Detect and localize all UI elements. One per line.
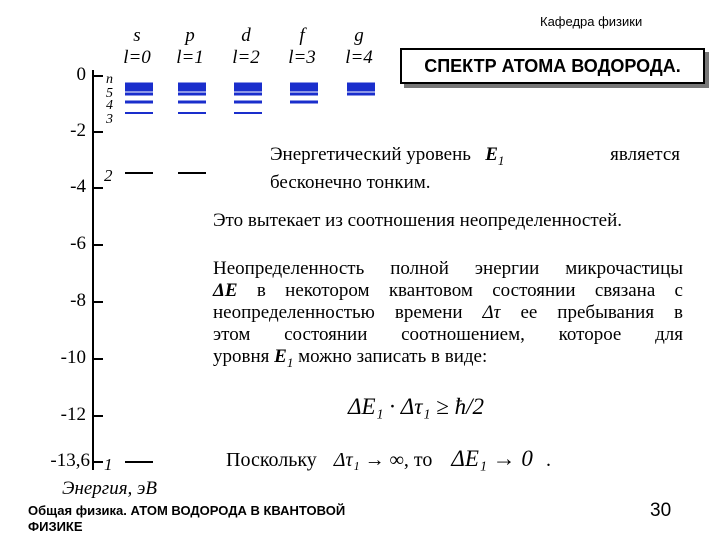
line-3: [213, 302, 683, 324]
paragraph-uncertainty-origin: Это вытекает из соотношения неопределенностей.: [213, 210, 623, 231]
orbital-quantum-number: l=2: [232, 47, 260, 68]
paragraph-thin-level: [270, 144, 680, 194]
delta-tau-symbol: Δτ: [482, 302, 501, 323]
principal-number-label: 3: [106, 112, 113, 127]
thin-level-tail: является: [610, 144, 680, 165]
orbital-header: [329, 25, 389, 69]
energy-axis-label: Энергия, эВ: [62, 478, 158, 499]
energy-subscript: 1: [497, 152, 505, 168]
level-e-subscript: 1: [286, 354, 294, 370]
orbital-header: [107, 25, 167, 69]
line-3-tail: ее пребывания в: [520, 302, 684, 323]
principal-number-label: 4: [106, 98, 113, 113]
principal-number-label: 2: [104, 166, 113, 185]
orbital-quantum-number: l=4: [345, 47, 373, 68]
principal-number-label: 5: [106, 86, 113, 101]
uncertainty-formula: ΔE₁ · Δτ₁ ≥ ħ/2: [348, 394, 485, 419]
level-e-symbol: E: [274, 346, 287, 367]
line-1: Неопределенность полной энергии микрочастицы: [213, 258, 683, 279]
orbital-letter: p: [185, 25, 195, 46]
energy-symbol: E: [485, 144, 498, 165]
thin-level-text: Энергетический уровень: [270, 144, 471, 165]
axis-tick-label: 0: [76, 64, 86, 85]
department-label: Кафедра физики: [540, 14, 643, 29]
title-box: [400, 48, 705, 84]
line-5-text: уровня: [213, 346, 270, 367]
page-number: 30: [650, 500, 672, 521]
orbital-quantum-number: l=1: [176, 47, 204, 68]
axis-tick-label: -13,6: [50, 450, 90, 471]
orbital-quantum-number: l=3: [288, 47, 316, 68]
line-5-tail: можно записать в виде:: [298, 346, 488, 367]
orbital-header: [272, 25, 332, 69]
line-3-text: неопределенностью времени: [213, 302, 463, 323]
orbital-letter: s: [133, 25, 141, 46]
since-line: [226, 446, 551, 472]
orbital-letter: d: [241, 25, 251, 46]
thin-level-line2: бесконечно тонким.: [270, 171, 431, 193]
principal-number-label: 1: [104, 455, 113, 474]
axis-tick-label: -12: [60, 404, 86, 425]
orbital-header: [160, 25, 220, 69]
axis-tick-label: -2: [70, 120, 86, 141]
orbital-letter: f: [299, 25, 305, 46]
line-4: этом состоянии соотношением, которое для: [213, 324, 683, 345]
footer-course: Общая физика. АТОМ ВОДОРОДА В КВАНТОВОЙ ФИЗИКЕ: [28, 503, 346, 534]
axis-tick-label: -4: [70, 176, 86, 197]
line-2: [213, 280, 683, 302]
principal-number-label: n: [106, 72, 113, 87]
page-title: СПЕКТР АТОМА ВОДОРОДА.: [424, 56, 681, 76]
orbital-header: [216, 25, 276, 69]
since-result: ΔE₁ → 0: [451, 446, 533, 471]
axis-tick-label: -6: [70, 233, 86, 254]
since-expression: Δτ₁ → ∞: [333, 449, 404, 471]
paragraph-uncertainty-relation: [213, 258, 683, 374]
line-5: [213, 346, 683, 374]
orbital-quantum-number: l=0: [123, 47, 151, 68]
line-2-text: в некотором квантовом состоянии связана с: [256, 280, 683, 301]
axis-tick-label: -8: [70, 290, 86, 311]
axis-tick-label: -10: [60, 347, 86, 368]
since-word: Поскольку: [226, 449, 317, 471]
since-comma: , то: [403, 449, 433, 471]
delta-e-symbol: ΔE: [213, 280, 238, 301]
orbital-letter: g: [354, 25, 364, 46]
since-dot: .: [545, 449, 551, 471]
